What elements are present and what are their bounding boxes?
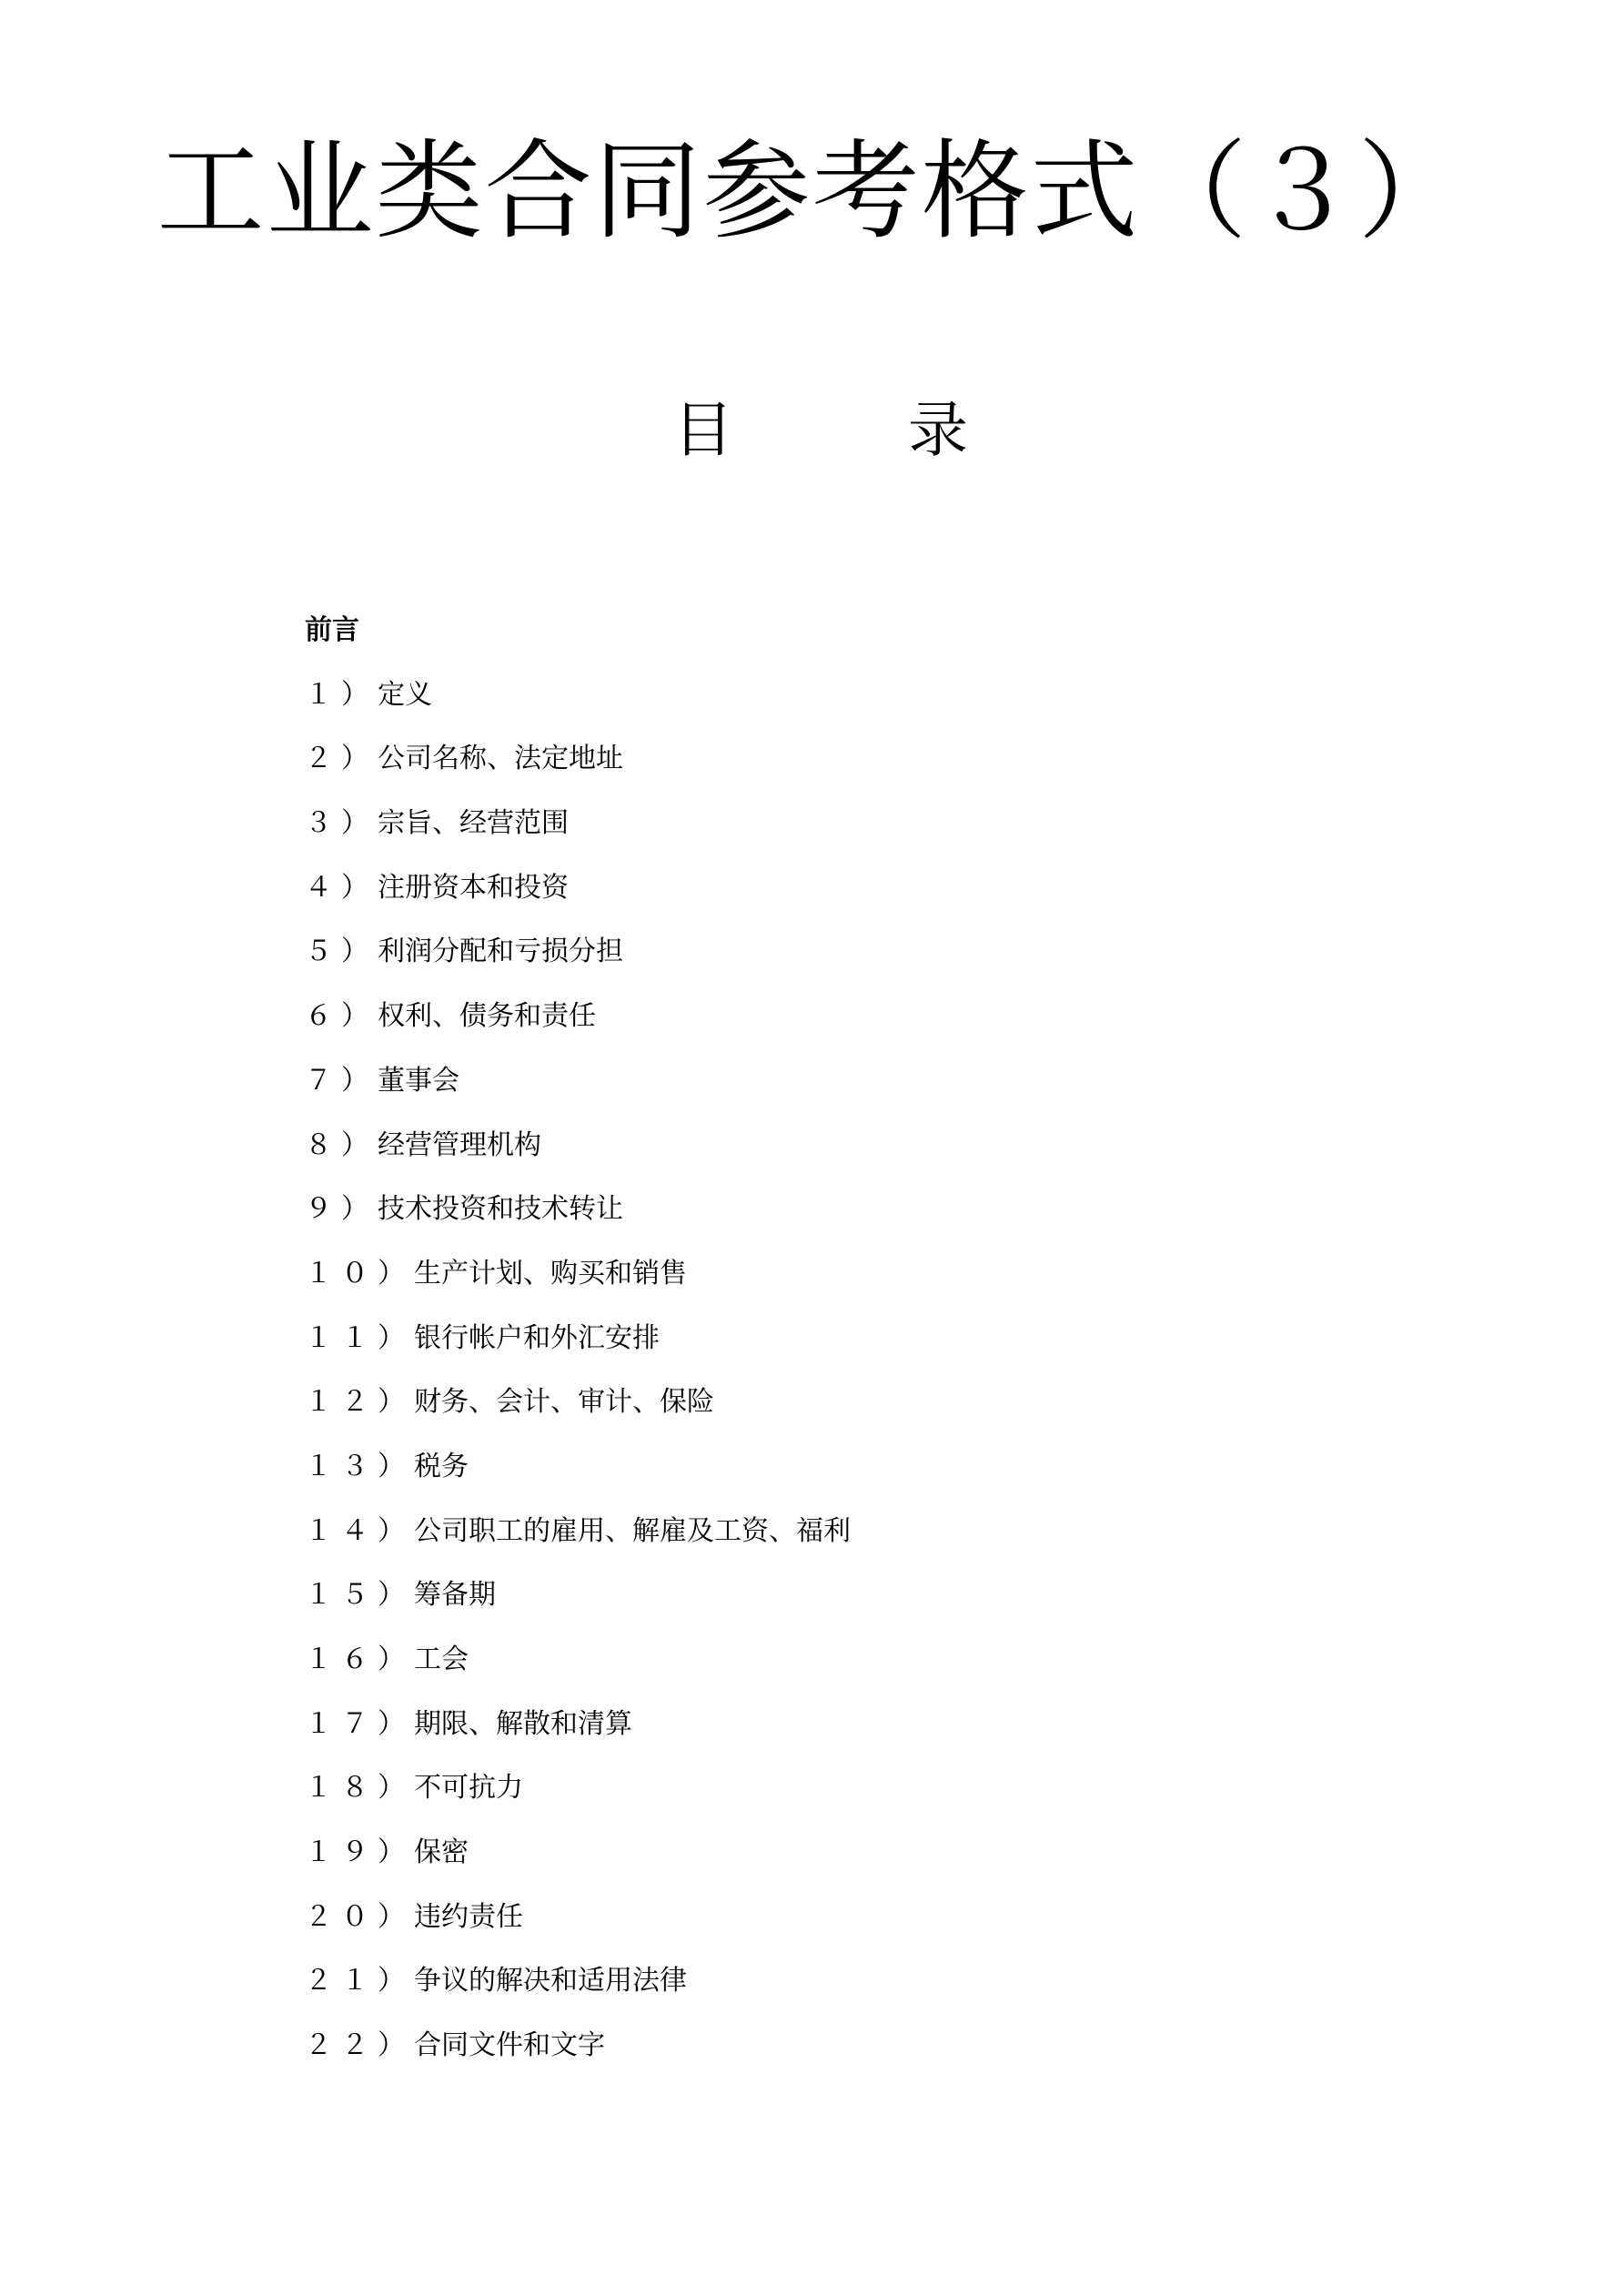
toc-item [305, 929, 851, 994]
toc-item-label: 财务、会计、审计、保险 [414, 1386, 714, 1419]
toc-item [305, 865, 851, 930]
document-title: 工业类合同参考格式（３） [156, 128, 1468, 254]
toc-item [305, 1187, 851, 1251]
toc-item-number: ２０） [305, 1900, 414, 1933]
toc-item-label: 期限、解散和清算 [414, 1707, 632, 1740]
toc-item-label: 定义 [378, 678, 432, 711]
toc-item-number: ７） [305, 1064, 378, 1097]
toc-item-label: 税务 [414, 1450, 469, 1482]
toc-item [305, 1573, 851, 1637]
toc-item-label: 公司职工的雇用、解雇及工资、福利 [414, 1514, 851, 1547]
toc-item [305, 1316, 851, 1381]
toc-item-label: 违约责任 [414, 1900, 523, 1933]
toc-item-number: １２） [305, 1386, 414, 1419]
toc-item-number: ２１） [305, 1965, 414, 1998]
toc-item [305, 1765, 851, 1830]
toc-item [305, 673, 851, 737]
toc-item-number: １７） [305, 1707, 414, 1740]
toc-item-label: 公司名称、法定地址 [378, 743, 623, 775]
toc-item-number: １０） [305, 1257, 414, 1290]
toc-item [305, 736, 851, 801]
toc-heading-char-2: 录 [908, 395, 968, 465]
toc-item-number: ９） [305, 1193, 378, 1226]
toc-item [305, 994, 851, 1058]
toc-item-label: 筹备期 [414, 1579, 496, 1612]
toc-item-number: １１） [305, 1321, 414, 1354]
toc-heading [0, 389, 1624, 471]
toc-item [305, 1895, 851, 1959]
toc-item-number: １６） [305, 1644, 414, 1675]
toc-item [305, 1637, 851, 1702]
toc-item-number: １） [305, 678, 378, 711]
toc-item [305, 1380, 851, 1444]
toc-item-label: 董事会 [378, 1064, 459, 1097]
toc-item-number: ３） [305, 807, 378, 840]
toc-item [305, 1830, 851, 1895]
toc-item-number: ４） [305, 871, 378, 904]
toc-item-label: 技术投资和技术转让 [378, 1193, 623, 1226]
toc-item [305, 2023, 851, 2088]
toc-item-label: 注册资本和投资 [378, 871, 569, 904]
toc-item-label: 经营管理机构 [378, 1128, 541, 1161]
toc-item-number: ２２） [305, 2029, 414, 2062]
toc-item-label: 生产计划、购买和销售 [414, 1257, 687, 1290]
toc-item-number: ８） [305, 1128, 378, 1161]
toc-item-number: １４） [305, 1514, 414, 1547]
toc-item-label: 权利、债务和责任 [378, 1000, 596, 1033]
toc-item-label: 合同文件和文字 [414, 2029, 605, 2062]
toc-item [305, 1958, 851, 2023]
toc-item-number: １５） [305, 1579, 414, 1612]
toc-item [305, 1702, 851, 1766]
toc-item-number: １８） [305, 1772, 414, 1805]
toc-item-label: 不可抗力 [414, 1772, 523, 1805]
toc-item-label: 争议的解决和适用法律 [414, 1965, 687, 1998]
toc-item-number: ２） [305, 743, 378, 775]
toc-item-label: 保密 [414, 1836, 469, 1869]
toc-item-preface: 前言 [305, 614, 359, 646]
toc-item-number: １９） [305, 1836, 414, 1869]
toc-item [305, 1251, 851, 1316]
toc-item-number: ５） [305, 936, 378, 968]
toc-item-number: １３） [305, 1450, 414, 1482]
table-of-contents [305, 608, 851, 2088]
toc-item [305, 1509, 851, 1573]
toc-item [305, 1058, 851, 1123]
toc-item [305, 1444, 851, 1509]
toc-heading-char-1: 目 [673, 395, 733, 465]
toc-item-label: 银行帐户和外汇安排 [414, 1321, 660, 1354]
toc-item-label: 宗旨、经营范围 [378, 807, 569, 840]
toc-item-number: ６） [305, 1000, 378, 1033]
toc-item [305, 801, 851, 865]
toc-item-label: 工会 [414, 1644, 469, 1675]
toc-item-label: 利润分配和亏损分担 [378, 936, 623, 968]
toc-item [305, 1123, 851, 1188]
